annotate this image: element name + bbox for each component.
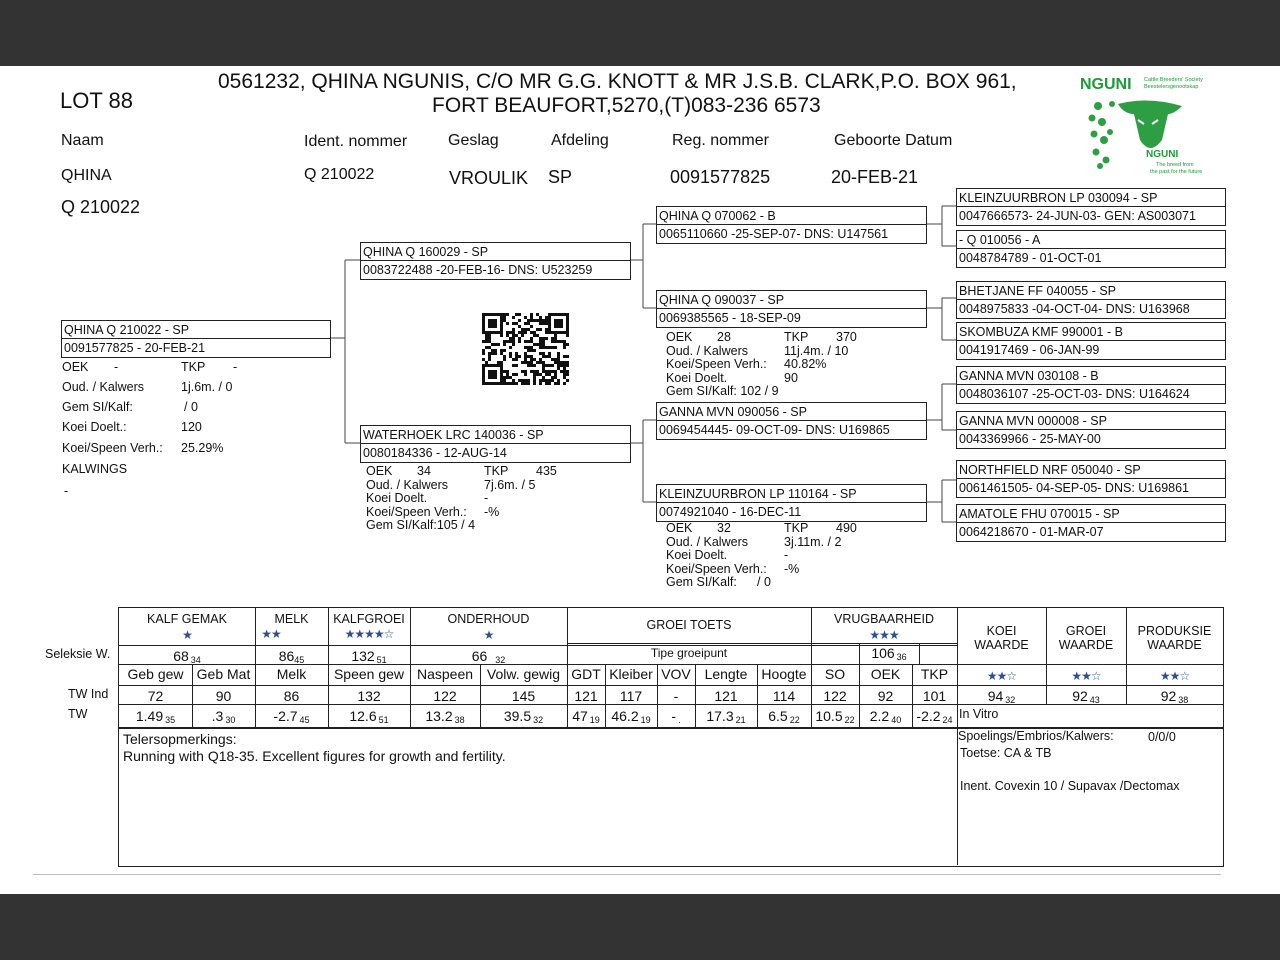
row-label-twind: TW Ind — [68, 687, 109, 701]
remarks-text: Running with Q18-35. Excellent figures for growth and fertility. — [123, 748, 506, 764]
animal-sex: VROULIK — [449, 168, 529, 188]
dam-koei-value: - — [484, 491, 489, 505]
dam-tkp-label: TKP — [484, 464, 509, 478]
tw-value: 6.5 — [768, 708, 788, 724]
toetse: Toetse: CA & TB — [960, 746, 1052, 760]
tw-cell — [255, 708, 328, 725]
hdr-vrugbaarheid: VRUGBAARHEID — [833, 612, 935, 626]
twind-cell: 121 — [574, 688, 598, 704]
logo-society: Cattle Breeders' Society — [1144, 77, 1203, 83]
pedigree-dsd-name: GANNA MVN 000008 - SP — [959, 414, 1107, 428]
pedigree-ssd-name: - Q 010056 - A — [959, 233, 1041, 247]
col-header: Melk — [276, 666, 307, 682]
sel-onderhoud-acc: 32 — [495, 655, 506, 665]
self-tkp-label: TKP — [181, 360, 206, 374]
self-tkp-value: - — [233, 360, 238, 374]
pedigree-dds-name: NORTHFIELD NRF 050040 - SP — [959, 463, 1141, 477]
tw-value: .3 — [211, 708, 224, 724]
pedigree-sire — [360, 242, 631, 280]
tw-cell — [695, 708, 757, 725]
stars-produksie-waarde: ★★☆ — [1159, 669, 1190, 683]
dd-tkp-label: TKP — [784, 521, 809, 535]
tw-cell — [859, 708, 912, 725]
sel-melk-acc: 45 — [294, 655, 305, 665]
self-speen-value: 25.29% — [181, 441, 224, 455]
col-header: Volw. gewig — [486, 666, 561, 682]
col-header: Geb Mat — [196, 666, 251, 682]
sd-speen-value: 40.82% — [784, 357, 827, 371]
dam-oud-value: 7j.6m. / 5 — [484, 477, 536, 492]
tw-value: -2.7 — [273, 708, 298, 724]
spoelings-value: 0/0/0 — [1148, 730, 1176, 744]
label-geboorte: Geboorte Datum — [834, 132, 953, 149]
tw-acc: 30 — [225, 715, 236, 725]
pedigree-dds — [956, 460, 1226, 498]
sel-vrug-value: 106 — [871, 645, 895, 661]
dd-gem-value: / 0 — [757, 575, 771, 589]
twind-cell: 90 — [215, 688, 232, 704]
tw-value: 46.2 — [611, 708, 639, 724]
col-header: Kleiber — [609, 666, 653, 682]
sd-koei-value: 90 — [784, 370, 798, 385]
hdr-onderhoud: ONDERHOUD — [447, 612, 530, 626]
self-gem-value: / 0 — [184, 400, 198, 414]
pedigree-dss — [956, 366, 1226, 404]
self-oek-label: OEK — [62, 360, 89, 374]
tw-value: 13.2 — [425, 708, 453, 724]
twind-cell: 117 — [619, 688, 643, 704]
col-header: Speen gew — [333, 666, 405, 682]
dd-speen-value: -% — [784, 561, 800, 576]
tw-cell — [912, 708, 957, 725]
label-ident: Ident. nommer — [304, 133, 408, 150]
stars-kalfgroei: ★★★★☆ — [344, 627, 394, 641]
dam-koei-label: Koei Doelt. — [366, 491, 428, 505]
pedigree-ss-reg: 0065110660 -25-SEP-07- DNS: U147561 — [659, 227, 889, 241]
twind-cell: 114 — [772, 688, 796, 704]
sel-vrug — [859, 645, 919, 662]
tw-cell — [328, 708, 410, 725]
tw-acc: 22 — [789, 715, 800, 725]
dd-gem-label: Gem SI/Kalf: — [666, 575, 737, 589]
hdr-groei-toets: GROEI TOETS — [646, 618, 732, 632]
ebv-table — [118, 607, 1224, 867]
dam-tkp-value: 435 — [536, 464, 557, 478]
dd-oud-label: Oud. / Kalwers — [666, 534, 748, 549]
sd-tkp-label: TKP — [784, 330, 809, 344]
dam-speen-label: Koei/Speen Verh.: — [366, 504, 467, 519]
pedigree-sire-sire — [656, 206, 927, 244]
pedigree-sdd-name: SKOMBUZA KMF 990001 - B — [959, 325, 1123, 339]
groei-waarde-value: 92 — [1072, 688, 1088, 704]
self-kalwings-value: - — [64, 484, 69, 498]
col-header: GDT — [571, 666, 601, 682]
twind-cell: 72 — [147, 688, 164, 704]
pedigree-sd-reg: 0069385565 - 18-SEP-09 — [659, 311, 801, 325]
pedigree-self-name: QHINA Q 210022 - SP — [64, 323, 190, 337]
tw-acc: 19 — [640, 715, 651, 725]
stars-koei-waarde: ★★☆ — [986, 669, 1017, 683]
pedigree-dam-dam — [656, 484, 927, 522]
self-gem-label: Gem SI/Kalf: — [62, 400, 133, 414]
dam-oud-label: Oud. / Kalwers — [366, 477, 448, 492]
dam-oek-value: 34 — [417, 464, 431, 478]
pedigree-dss-reg: 0048036107 -25-OCT-03- DNS: U164624 — [959, 387, 1190, 401]
pedigree-sire-name: QHINA Q 160029 - SP — [363, 245, 489, 259]
label-geslag: Geslag — [448, 132, 499, 149]
pedigree-sss-name: KLEINZUURBRON LP 030094 - SP — [959, 191, 1158, 205]
pedigree-dsd — [956, 411, 1226, 449]
col-header: Geb gew — [127, 666, 184, 682]
animal-name: QHINA — [61, 167, 112, 184]
tw-acc: 21 — [735, 715, 746, 725]
tw-cell — [811, 708, 859, 725]
sd-oek-value: 28 — [717, 330, 731, 344]
animal-section: SP — [548, 167, 573, 187]
animal-ident: Q 210022 — [304, 166, 375, 183]
tw-value: - — [671, 708, 677, 724]
dd-koei-label: Koei Doelt. — [666, 548, 728, 562]
dam-speen-value: -% — [484, 504, 500, 519]
twind-cell: 122 — [433, 688, 457, 704]
twind-cell: 132 — [357, 688, 381, 704]
tw-value: 12.6 — [349, 708, 377, 724]
sd-tkp-value: 370 — [836, 330, 857, 344]
tw-cell — [192, 708, 255, 725]
self-oek-value: - — [114, 360, 119, 374]
pedigree-dsd-reg: 0043369966 - 25-MAY-00 — [959, 432, 1101, 446]
tw-acc: 45 — [299, 715, 310, 725]
sel-kalfgroei — [328, 648, 410, 665]
pedigree-dd-reg: 0074921040 - 16-DEC-11 — [659, 505, 802, 519]
col-header: OEK — [870, 666, 901, 682]
sel-melk-value: 86 — [278, 648, 295, 664]
groei-waarde — [1046, 688, 1126, 705]
sel-kalfgroei-acc: 51 — [376, 655, 387, 665]
twind-cell: - — [673, 688, 679, 704]
self-speen-label: Koei/Speen Verh.: — [62, 441, 163, 455]
hdr-kalfgroei: KALFGROEI — [333, 612, 405, 626]
pedigree-sds-reg: 0048975833 -04-OCT-04- DNS: U163968 — [959, 302, 1190, 316]
pedigree-ssd — [956, 230, 1226, 268]
twind-cell: 121 — [714, 688, 738, 704]
col-header: TKP — [920, 666, 949, 682]
tw-acc: 32 — [533, 715, 544, 725]
animal-reg: 0091577825 — [670, 167, 771, 187]
col-header: Naspeen — [416, 666, 474, 682]
hdr-produksie-waarde-2: WAARDE — [1147, 638, 1202, 652]
bottom-rule — [33, 874, 1221, 875]
tw-acc: 40 — [891, 715, 902, 725]
col-header: Hoogte — [761, 666, 807, 682]
pedigree-sss — [956, 188, 1226, 226]
hdr-koei-waarde-2: WAARDE — [974, 638, 1029, 652]
lot-number: LOT 88 — [60, 88, 133, 113]
inent: Inent. Covexin 10 / Supavax /Dectomax — [960, 779, 1180, 793]
pedigree-sire-reg: 0083722488 -20-FEB-16- DNS: U523259 — [363, 263, 593, 277]
sd-koei-label: Koei Doelt. — [666, 370, 728, 385]
sire-dam-stats — [666, 331, 926, 399]
hdr-kalf-gemak: KALF GEMAK — [147, 612, 227, 626]
produksie-waarde — [1126, 688, 1223, 705]
sd-oek-label: OEK — [666, 330, 693, 344]
hdr-produksie-waarde-1: PRODUKSIE — [1137, 624, 1212, 638]
logo-tagline-2: the past for the future — [1150, 169, 1203, 175]
row-label-tw: TW — [68, 707, 88, 721]
koei-waarde-value: 94 — [987, 688, 1004, 704]
dd-tkp-value: 490 — [836, 521, 857, 535]
tw-cell — [567, 708, 605, 725]
pedigree-self-reg: 0091577825 - 20-FEB-21 — [64, 341, 206, 355]
in-vitro: In Vitro — [959, 707, 999, 721]
dd-oud-value: 3j.11m. / 2 — [784, 534, 842, 549]
tw-cell — [757, 708, 811, 725]
col-header: SO — [824, 666, 846, 682]
pedigree-ssd-reg: 0048784789 - 01-OCT-01 — [959, 251, 1102, 265]
remarks-label: Telersopmerkings: — [123, 731, 237, 747]
dam-gem-label: Gem SI/Kalf:105 / 4 — [366, 518, 476, 532]
stars-kalf-gemak: ★ — [182, 628, 192, 642]
stars-vrugbaarheid: ★★★ — [869, 628, 899, 642]
tw-value: 39.5 — [503, 708, 532, 724]
produksie-waarde-value: 92 — [1160, 688, 1177, 704]
pedigree-ddd-reg: 0064218670 - 01-MAR-07 — [959, 525, 1104, 539]
pedigree-dd-name: KLEINZUURBRON LP 110164 - SP — [659, 487, 857, 501]
tw-value: -2.2 — [916, 708, 941, 724]
hdr-groei-waarde-1: GROEI — [1065, 624, 1107, 638]
stars-onderhoud: ★ — [483, 628, 494, 642]
produksie-waarde-acc: 38 — [1178, 695, 1189, 705]
tw-cell — [605, 708, 657, 725]
dam-oek-label: OEK — [366, 464, 393, 478]
dam-stats — [366, 465, 626, 533]
dam-dam-stats — [666, 522, 926, 590]
dd-oek-value: 32 — [717, 521, 731, 535]
pedigree-dam — [360, 425, 631, 463]
label-naam: Naam — [61, 132, 104, 149]
hdr-melk: MELK — [274, 612, 309, 626]
hdr-groei-waarde-2: WAARDE — [1058, 638, 1114, 652]
pedigree-ds-reg: 0069454445- 09-OCT-09- DNS: U169865 — [659, 423, 890, 437]
logo-title-2: NGUNI — [1146, 149, 1179, 160]
self-stats — [62, 361, 322, 499]
col-header: Lengte — [704, 666, 748, 682]
sel-vrug-acc: 36 — [896, 652, 907, 662]
pedigree-sire-dam — [656, 290, 927, 328]
self-oud-value: 1j.6m. / 0 — [181, 380, 233, 394]
tw-acc: 22 — [844, 715, 855, 725]
twind-cell: 86 — [283, 688, 300, 704]
tw-cell — [657, 708, 695, 725]
logo-society-2: Beestelersgenootskap — [1144, 84, 1199, 90]
tw-value: 17.3 — [706, 708, 734, 724]
dd-koei-value: - — [784, 548, 789, 562]
dd-speen-label: Koei/Speen Verh.: — [666, 561, 767, 576]
hdr-koei-waarde-1: KOEI — [986, 624, 1017, 638]
tw-acc: 19 — [589, 715, 600, 725]
pedigree-ddd-name: AMATOLE FHU 070015 - SP — [959, 507, 1120, 521]
pedigree-sds — [956, 281, 1226, 319]
label-afdeling: Afdeling — [551, 132, 609, 149]
pedigree-ds-name: GANNA MVN 090056 - SP — [659, 405, 807, 419]
pedigree-sss-reg: 0047666573- 24-JUN-03- GEN: AS003071 — [959, 209, 1196, 223]
tw-cell — [480, 708, 567, 725]
dd-oek-label: OEK — [666, 521, 693, 535]
tw-value: 1.49 — [135, 708, 164, 724]
sel-kalf-gemak — [119, 648, 255, 665]
self-koei-label: Koei Doelt.: — [62, 420, 127, 434]
hdr-tipe-groeipunt: Tipe groeipunt — [650, 646, 728, 660]
self-koei-value: 120 — [181, 420, 202, 434]
row-label-seleksie: Seleksie W. — [45, 647, 111, 661]
owner-line-2: FORT BEAUFORT,5270,(T)083-236 6573 — [432, 94, 821, 117]
pedigree-dam-reg: 0080184336 - 12-AUG-14 — [363, 446, 507, 460]
col-header: VOV — [661, 666, 691, 682]
pedigree-self — [61, 320, 331, 358]
logo-title: NGUNI — [1080, 76, 1132, 93]
tw-acc: 24 — [942, 715, 953, 725]
koei-waarde — [957, 688, 1046, 705]
sel-onderhoud — [410, 648, 567, 665]
twind-cell: 145 — [511, 688, 536, 704]
twind-cell: 101 — [922, 688, 947, 704]
tw-acc: 35 — [165, 715, 176, 725]
sel-kalf-gemak-acc: 34 — [190, 655, 201, 665]
tw-value: 47 — [572, 708, 588, 724]
pedigree-dam-name: WATERHOEK LRC 140036 - SP — [363, 428, 544, 442]
sd-speen-label: Koei/Speen Verh.: — [666, 357, 767, 371]
pedigree-dam-sire — [656, 402, 927, 440]
pedigree-sdd-reg: 0041917469 - 06-JAN-99 — [959, 343, 1100, 357]
pedigree-dds-reg: 0061461505- 04-SEP-05- DNS: U169861 — [959, 481, 1190, 495]
pedigree-ss-name: QHINA Q 070062 - B — [659, 209, 776, 223]
pedigree-ddd — [956, 504, 1226, 542]
pedigree-sds-name: BHETJANE FF 040055 - SP — [959, 284, 1117, 298]
sd-oud-value: 11j.4m. / 10 — [784, 343, 849, 358]
tw-acc: 51 — [378, 715, 389, 725]
tw-acc: 38 — [454, 715, 465, 725]
self-oud-label: Oud. / Kalwers — [62, 380, 144, 394]
stars-groei-waarde: ★★☆ — [1071, 669, 1101, 683]
pedigree-sd-name: QHINA Q 090037 - SP — [659, 293, 785, 307]
tw-acc: . — [678, 715, 681, 725]
groei-waarde-acc: 43 — [1089, 695, 1100, 705]
qr-code-icon — [482, 313, 570, 385]
sel-kalf-gemak-value: 68 — [173, 648, 189, 664]
owner-line-1: 0561232, QHINA NGUNIS, C/O MR G.G. KNOTT & MR J.S.B. CLARK,P.O. BOX 961, — [218, 70, 1017, 93]
sel-onderhoud-value: 66 — [471, 648, 488, 664]
koei-waarde-acc: 32 — [1005, 695, 1016, 705]
animal-ident-2: Q 210022 — [61, 197, 141, 217]
self-kalwings-label: KALWINGS — [62, 462, 128, 476]
stars-melk: ★★ — [261, 627, 281, 641]
twind-cell: 122 — [823, 688, 847, 704]
tw-value: 2.2 — [869, 708, 890, 724]
tw-value: 10.5 — [815, 708, 843, 724]
label-reg: Reg. nommer — [672, 132, 769, 149]
animal-dob: 20-FEB-21 — [831, 167, 919, 187]
pedigree-sdd — [956, 322, 1226, 360]
twind-cell: 92 — [877, 688, 894, 704]
sel-kalfgroei-value: 132 — [351, 648, 375, 664]
pedigree-dss-name: GANNA MVN 030108 - B — [959, 369, 1099, 383]
sd-gem-label: Gem SI/Kalf: 102 / 9 — [666, 384, 779, 398]
tw-cell — [119, 708, 192, 725]
sel-melk — [255, 648, 328, 665]
sd-oud-label: Oud. / Kalwers — [666, 343, 748, 358]
spoelings-label: Spoelings/Embrios/Kalwers: — [958, 729, 1114, 743]
tw-cell — [410, 708, 480, 725]
logo-tagline-1: The breed from — [1156, 162, 1194, 168]
